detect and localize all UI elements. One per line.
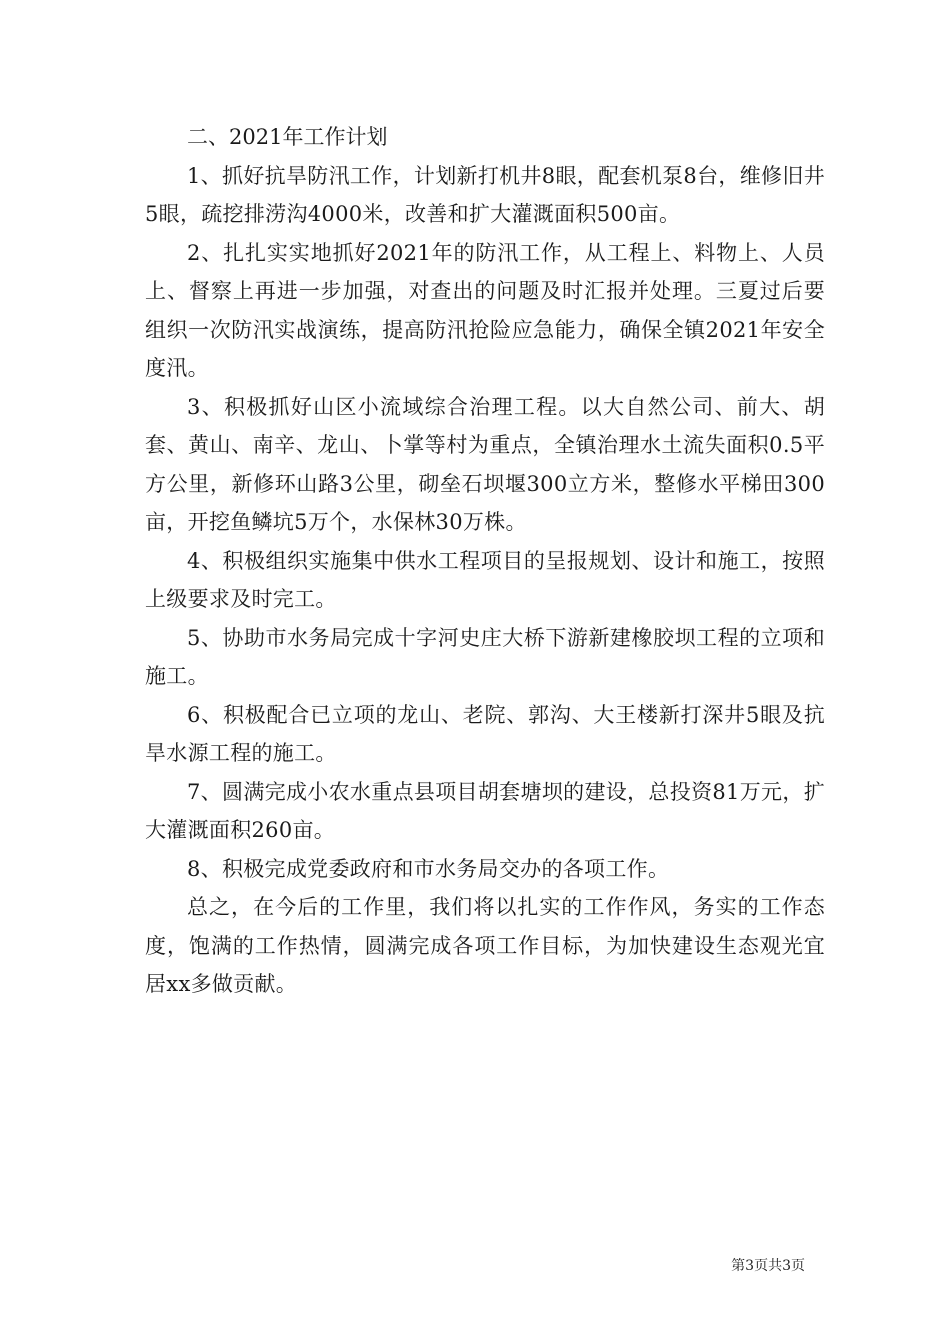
page-number-label: 第3页共3页: [731, 1258, 805, 1274]
paragraph-item-4: 4、积极组织实施集中供水工程项目的呈报规划、设计和施工，按照上级要求及时完工。: [145, 548, 825, 611]
paragraph-item-2: 2、扎扎实实地抓好2021年的防汛工作，从工程上、料物上、人员上、督察上再进一步加强，对查出的问题及时汇报并处理。三夏过后要组织一次防汛实战演练，提高防汛抢险应急能力，确保全镇2021年安全度汛。: [145, 240, 825, 380]
paragraph-summary: 总之，在今后的工作里，我们将以扎实的工作作风，务实的工作态度，饱满的工作热情，圆满完成各项工作目标，为加快建设生态观光宜居xx多做贡献。: [145, 895, 825, 996]
section-heading: 二、2021年工作计划: [187, 125, 388, 149]
paragraph-item-6: 6、积极配合已立项的龙山、老院、郭沟、大王楼新打深井5眼及抗旱水源工程的施工。: [145, 702, 825, 765]
paragraph-item-1: 1、抓好抗旱防汛工作，计划新打机井8眼，配套机泵8台，维修旧井5眼，疏挖排涝沟4000米，改善和扩大灌溉面积500亩。: [145, 163, 825, 226]
paragraph-item-3: 3、积极抓好山区小流域综合治理工程。以大自然公司、前大、胡套、黄山、南辛、龙山、卜掌等村为重点，全镇治理水土流失面积0.5平方公里，新修环山路3公里，砌垒石坝堰300立方米，整修水平梯田300亩，开挖鱼鳞坑5万个，水保林30万株。: [145, 394, 825, 534]
page-number-footer: [731, 1255, 805, 1275]
document-body: [145, 118, 825, 1004]
paragraph-item-5: 5、协助市水务局完成十字河史庄大桥下游新建橡胶坝工程的立项和施工。: [145, 625, 825, 688]
paragraph-item-7: 7、圆满完成小农水重点县项目胡套塘坝的建设，总投资81万元，扩大灌溉面积260亩。: [145, 779, 825, 842]
paragraph-item-8: 8、积极完成党委政府和市水务局交办的各项工作。: [187, 856, 670, 881]
